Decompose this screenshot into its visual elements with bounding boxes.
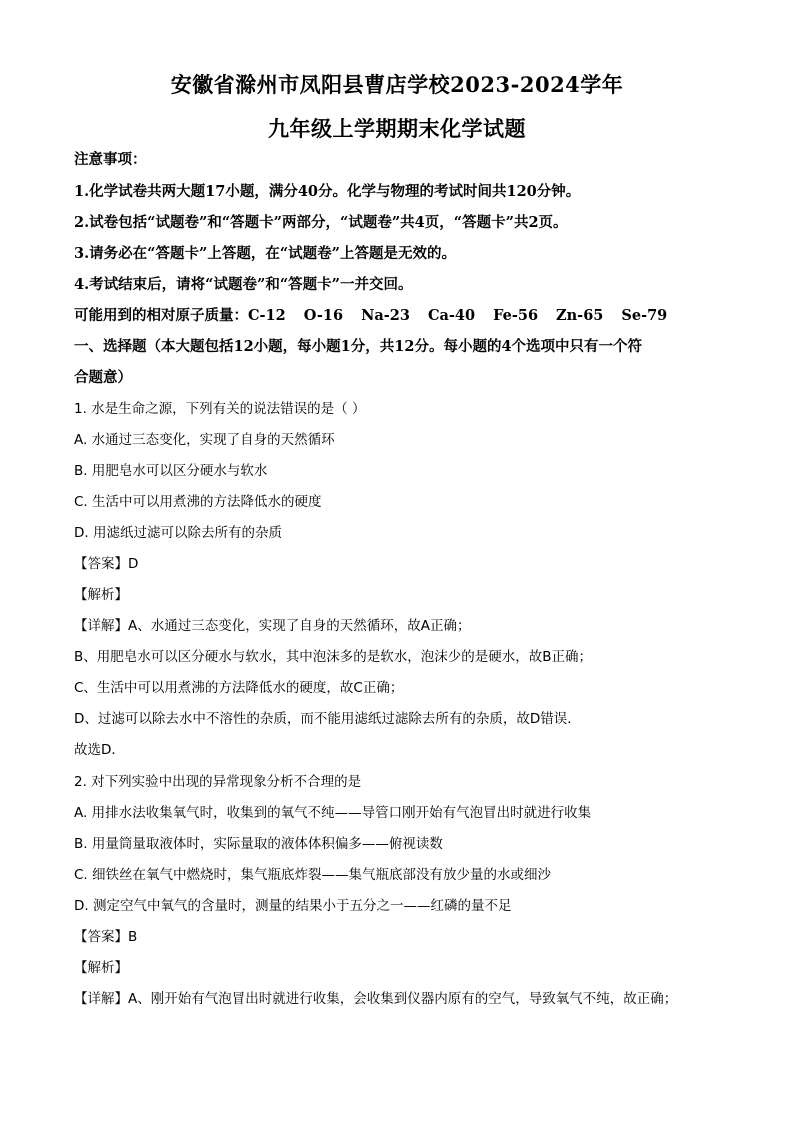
detail-line: B、用肥皂水可以区分硬水与软水，其中泡沫多的是软水，泡沫少的是硬水，故B正确； [74,649,593,665]
question-stem: 2. 对下列实验中出现的异常现象分析不合理的是 [74,774,362,790]
detail-line: 【详解】A、刚开始有气泡冒出时就进行收集，会收集到仪器内原有的空气，导致氧气不纯，故正确； [74,991,678,1007]
answer-label: 【答案】D [74,556,139,572]
notice-item: 3.请务必在“答题卡”上答题，在“试题卷”上答题是无效的。 [74,245,456,262]
notice-item: 1.化学试卷共两大题17小题，满分40分。化学与物理的考试时间共120分钟。 [74,183,581,200]
question-option: C. 生活中可以用煮沸的方法降低水的硬度 [74,494,322,510]
notice-item: 4.考试结束后，请将“试题卷”和“答题卡”一并交回。 [74,276,413,293]
detail-line: C、生活中可以用煮沸的方法降低水的硬度，故C正确； [74,680,404,696]
question-option: C. 细铁丝在氧气中燃烧时，集气瓶底炸裂——集气瓶底部没有放少量的水或细沙 [74,867,552,883]
question-option: D. 测定空气中氧气的含量时，测量的结果小于五分之一——红磷的量不足 [74,898,512,914]
atomic-mass: Zn-65 [556,307,604,324]
atomic-mass: Se-79 [621,307,668,324]
atomic-mass: Fe-56 [493,307,539,324]
question-option: B. 用量筒量取液体时，实际量取的液体体积偏多——俯视读数 [74,836,443,852]
section-heading-cont: 合题意） [74,369,132,386]
answer-label: 【答案】B [74,929,138,945]
question-option: A. 水通过三态变化，实现了自身的天然循环 [74,432,335,448]
detail-line: 【详解】A、水通过三态变化，实现了自身的天然循环，故A正确； [74,618,471,634]
analysis-label: 【解析】 [74,587,128,603]
notice-item: 2.试卷包括“试题卷”和“答题卡”两部分，“试题卷”共4页，“答题卡”共2页。 [74,214,568,231]
atomic-mass: Na-23 [361,307,410,324]
detail-line: 故选D． [74,742,125,758]
document-title-line1: 安徽省滁州市凤阳县曹店学校2023-2024学年 [170,72,624,97]
question-option: B. 用肥皂水可以区分硬水与软水 [74,463,268,479]
atomic-mass: O-16 [303,307,344,324]
notice-heading: 注意事项： [74,151,147,168]
document-title-line2: 九年级上学期期末化学试题 [268,116,526,141]
atomic-masses-label: 可能用到的相对原子质量： [74,307,248,324]
section-heading: 一、选择题（本大题包括12小题，每小题1分，共12分。每小题的4个选项中只有一个符 [74,338,643,355]
atomic-mass: Ca-40 [427,307,476,324]
question-stem: 1. 水是生命之源，下列有关的说法错误的是（ ） [74,401,366,417]
analysis-label: 【解析】 [74,960,128,976]
question-option: A. 用排水法收集氧气时，收集到的氧气不纯——导管口刚开始有气泡冒出时就进行收集 [74,805,592,821]
question-option: D. 用滤纸过滤可以除去所有的杂质 [74,525,282,541]
detail-line: D、过滤可以除去水中不溶性的杂质，而不能用滤纸过滤除去所有的杂质，故D错误． [74,711,581,727]
atomic-masses [74,306,667,326]
atomic-mass: C-12 [248,307,286,324]
